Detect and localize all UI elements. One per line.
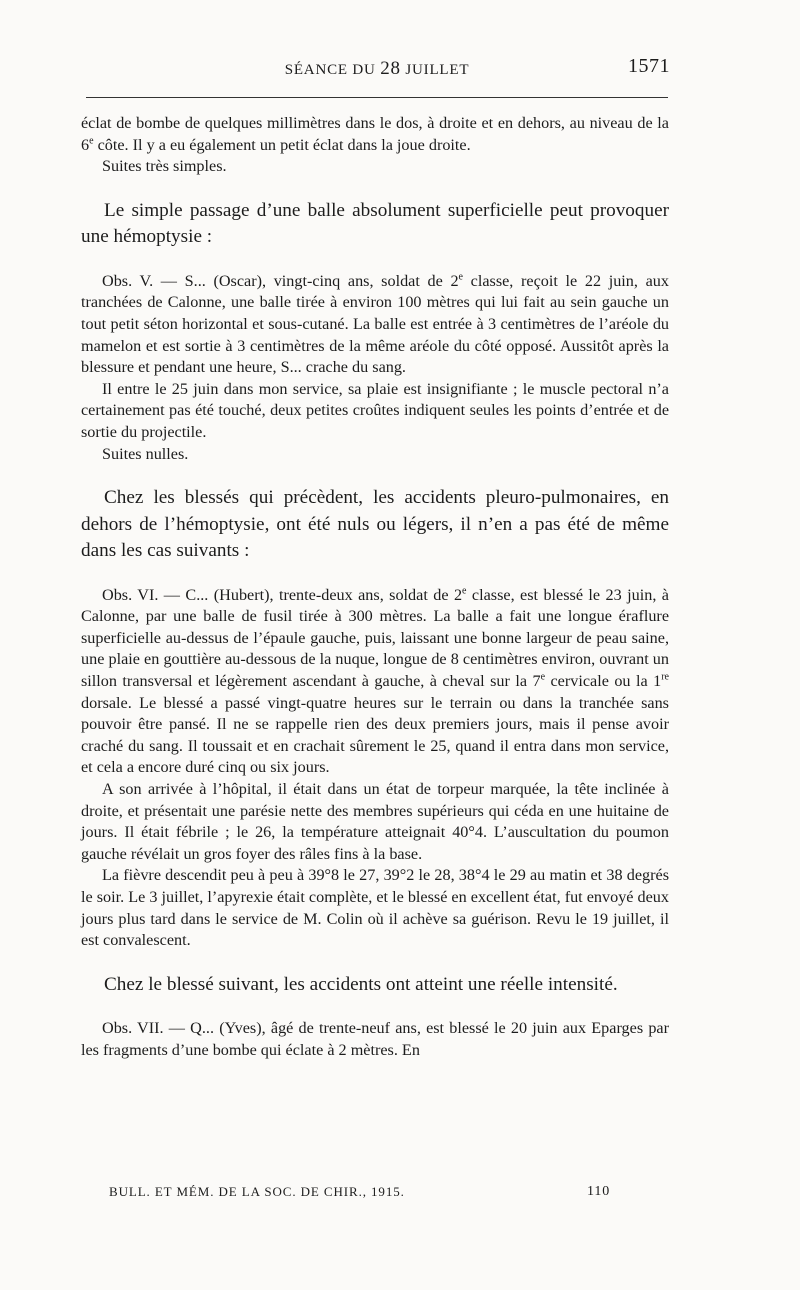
observation-5: Obs. V. — S... (Oscar), vingt-cinq ans, soldat de 2e classe, reçoit le 22 juin, aux tranchées de Calonne, une balle tirée à environ 100 mètres qui lui fait au sein gauche un tout petit séton horizontal et sous-cutané. La balle est entrée à 3 centimètres de l’aréole du mamelon et est sortie à 3 centimètres de la même aréole du côté opposé. Aussitôt après la blessure et pendant une heure, S... crache du sang.	[81, 271, 669, 377]
page-number: 1571	[628, 55, 670, 77]
observation-6: Obs. VI. — C... (Hubert), trente-deux ans, soldat de 2e classe, est blessé le 23 juin, à Calonne, par une balle de fusil tirée à 300 mètres. La balle a fait une longue éraflure superficielle au-dessus de l’épaule gauche, puis, laissant une bonne largeur de peau saine, une plaie en gouttière au-dessous de la nuque, longue de 8 centimètres environ, ouvrant un sillon transversal et légèrement ascendant à gauche, à cheval sur la 7e cervicale ou la 1re dorsale. Le blessé a passé vingt-quatre heures sur le terrain ou dans la tranchée sans pouvoir être pansé. Il ne se rappelle rien des deux premiers jours, mais il pense avoir craché du sang. Il toussait et en crachait sûrement le 25, quand il entra dans mon service, et cela a encore duré cinq ou six jours.	[81, 585, 669, 777]
running-header	[84, 52, 670, 82]
observation-7: Obs. VII. — Q... (Yves), âgé de trente-neuf ans, est blessé le 20 juin aux Eparges par les fragments d’une bombe qui éclate à 2 mètres. En	[81, 1019, 669, 1059]
paragraph-1: éclat de bombe de quelques millimètres dans le dos, à droite et en dehors, au niveau de la 6e côte. Il y a eu également un petit éclat dans la joue droite.	[81, 114, 669, 154]
running-title	[84, 58, 670, 80]
footer-sheet-number: 110	[587, 1184, 611, 1199]
paragraph-6: Suites nulles.	[102, 444, 189, 463]
paragraph-2: Suites très simples.	[102, 157, 227, 176]
paragraph-9: A son arrivée à l’hôpital, il était dans un état de torpeur marquée, la tête inclinée à droite, et présentait une parésie nette des membres supérieurs qui céda en une huitaine de jours. Il était fébrile ; le 26, la température atteignait 40°4. L’auscultation du poumon gauche révélait un gros foyer des râles fins à la base.	[81, 779, 669, 863]
paragraph-11: Chez le blessé suivant, les accidents ont atteint une réelle intensité.	[104, 973, 618, 995]
header-rule	[86, 97, 668, 98]
paragraph-7: Chez les blessés qui précèdent, les accidents pleuro-pulmonaires, en dehors de l’hémoptysie, ont été nuls ou légers, il n’en a pas été de même dans les cas suivants :	[81, 487, 669, 562]
footer	[109, 1184, 669, 1206]
footer-journal: BULL. ET MÉM. DE LA SOC. DE CHIR., 1915.	[109, 1184, 405, 1199]
running-title-post: JUILLET	[400, 62, 470, 78]
running-title-pre: SÉANCE DU	[284, 62, 381, 78]
page-body	[81, 113, 669, 1061]
paragraph-3: Le simple passage d’une balle absolument superficielle peut provoquer une hémoptysie :	[81, 199, 669, 248]
paragraph-10: La fièvre descendit peu à peu à 39°8 le 27, 39°2 le 28, 38°4 le 29 au matin et 38 degrés le soir. Le 3 juillet, l’apyrexie était complète, et le blessé en excellent état, fut envoyé deux jours plus tard dans le service de M. Colin où il achève sa guérison. Revu le 19 juillet, il est convalescent.	[81, 866, 669, 950]
running-title-day: 28	[380, 58, 401, 79]
paragraph-5: Il entre le 25 juin dans mon service, sa plaie est insignifiante ; le muscle pectoral n’a certainement pas été touché, deux petites croûtes indiquent seules les points d’entrée et de sortie du projectile.	[81, 379, 669, 441]
